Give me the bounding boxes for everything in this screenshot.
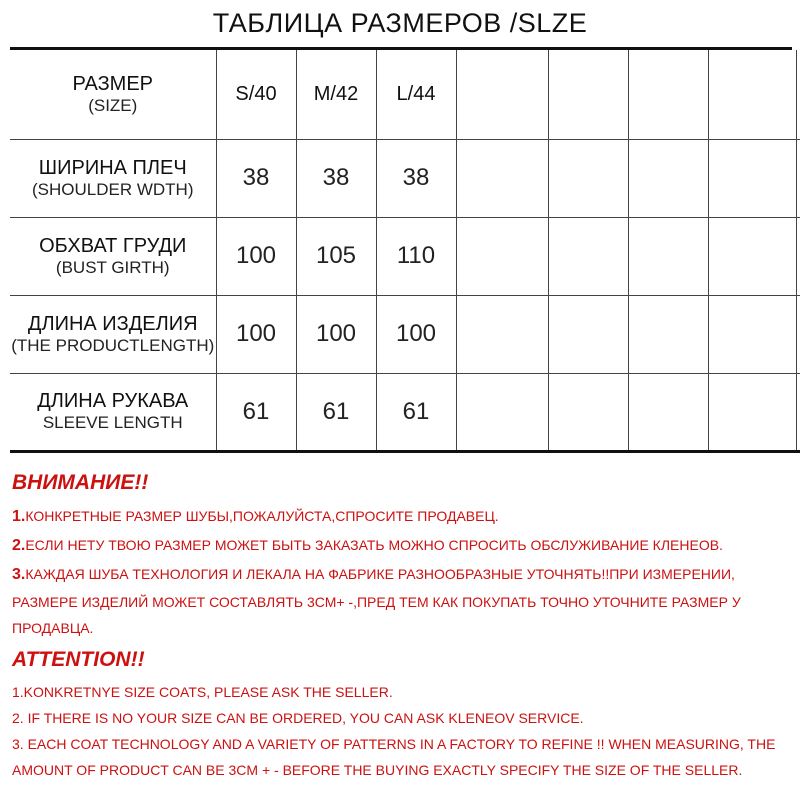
empty-cell (456, 373, 548, 451)
value-cell: 61 (296, 373, 376, 451)
empty-cell (796, 217, 800, 295)
empty-cell (456, 50, 548, 139)
value-cell: 100 (216, 295, 296, 373)
row-label-cell (10, 373, 216, 451)
empty-cell (796, 373, 800, 451)
row-label-sub: (SHOULDER WDTH) (32, 179, 194, 199)
empty-cell (548, 217, 628, 295)
empty-cell (796, 50, 800, 139)
value-cell: 100 (216, 217, 296, 295)
value-cell: 100 (296, 295, 376, 373)
value-cell: 100 (376, 295, 456, 373)
empty-cell (628, 295, 708, 373)
row-label-cell (10, 50, 216, 139)
page-title: ТАБЛИЦА РАЗМЕРОВ /SLZE (212, 8, 588, 38)
note-number: 1. (12, 508, 26, 525)
table-row-length (10, 295, 800, 373)
row-label: ДЛИНА ИЗДЕЛИЯ (27, 312, 198, 335)
note-en-2: 2. IF THERE IS NO YOUR SIZE CAN BE ORDERED, YOU CAN ASK KLENEOV SERVICE. (12, 710, 584, 726)
empty-cell (548, 295, 628, 373)
row-label-cell (10, 295, 216, 373)
empty-cell (628, 50, 708, 139)
note-text: КОНКРЕТНЫЕ РАЗМЕР ШУБЫ,ПОЖАЛУЙСТА,СПРОСИТЕ ПРОДАВЕЦ. (25, 508, 499, 524)
empty-cell (796, 139, 800, 217)
table-header-row (10, 50, 800, 139)
value-cell: 38 (376, 139, 456, 217)
empty-cell (628, 139, 708, 217)
note-ru-1 (12, 502, 792, 531)
note-text: ЕСЛИ НЕТУ ТВОЮ РАЗМЕР МОЖЕТ БЫТЬ ЗАКАЗАТЬ МОЖНО СПРОСИТЬ ОБСЛУЖИВАНИЕ КЛЕНЕОВ. (25, 537, 723, 553)
note-en-3: 3. EACH COAT TECHNOLOGY AND A VARIETY OF PATTERNS IN A FACTORY TO REFINE !! WHEN MEASURING, THE (12, 736, 776, 752)
size-label: РАЗМЕР (72, 72, 154, 95)
size-header-s: S/40 (216, 50, 296, 139)
note-ru-3 (12, 560, 792, 589)
row-label-sub: (BUST GIRTH) (55, 257, 170, 277)
note-en-3-cont: AMOUNT OF PRODUCT CAN BE 3CM + - BEFORE THE BUYING EXACTLY SPECIFY THE SIZE OF THE SELLER. (12, 762, 743, 778)
row-label-sub: (THE PRODUCTLENGTH) (11, 335, 215, 355)
empty-cell (708, 217, 796, 295)
row-label: ДЛИНА РУКАВА (37, 390, 189, 412)
empty-cell (548, 50, 628, 139)
notes-section (12, 468, 792, 783)
warning-heading-ru: ВНИМАНИЕ!! (12, 471, 149, 494)
table-row-sleeve (10, 373, 800, 451)
empty-cell (548, 139, 628, 217)
table-row-bust (10, 217, 800, 295)
size-label-sub: (SIZE) (88, 95, 138, 115)
value-cell: 110 (376, 217, 456, 295)
empty-cell (708, 373, 796, 451)
size-table (10, 50, 800, 453)
value-cell: 105 (296, 217, 376, 295)
empty-cell (708, 139, 796, 217)
row-label: ОБХВАТ ГРУДИ (39, 234, 187, 257)
empty-cell (548, 373, 628, 451)
row-label-sub: SLEEVE LENGTH (42, 413, 183, 432)
value-cell: 61 (216, 373, 296, 451)
empty-cell (708, 295, 796, 373)
note-text: КАЖДАЯ ШУБА ТЕХНОЛОГИЯ И ЛЕКАЛА НА ФАБРИКЕ РАЗНООБРАЗНЫЕ УТОЧНЯТЬ!!ПРИ ИЗМЕРЕНИИ, (25, 566, 735, 582)
empty-cell (456, 295, 548, 373)
empty-cell (796, 295, 800, 373)
value-cell: 38 (216, 139, 296, 217)
row-label-cell (10, 217, 216, 295)
empty-cell (628, 217, 708, 295)
empty-cell (708, 50, 796, 139)
value-cell: 38 (296, 139, 376, 217)
size-header-l: L/44 (376, 50, 456, 139)
row-label: ШИРИНА ПЛЕЧ (38, 156, 187, 179)
note-number: 2. (12, 537, 26, 554)
warning-heading-en: ATTENTION!! (12, 648, 145, 671)
note-number: 3. (12, 566, 26, 583)
empty-cell (456, 217, 548, 295)
size-header-m: M/42 (296, 50, 376, 139)
empty-cell (456, 139, 548, 217)
row-label-cell (10, 139, 216, 217)
table-row-shoulder (10, 139, 800, 217)
note-ru-3-cont: ПРОДАВЦА. (12, 620, 94, 636)
note-ru-3-cont: РАЗМЕРЕ ИЗДЕЛИЙ МОЖЕТ СОСТАВЛЯТЬ 3СМ+ -,ПРЕД ТЕМ КАК ПОКУПАТЬ ТОЧНО УТОЧНИТЕ РАЗМЕР У (12, 594, 741, 610)
value-cell: 61 (376, 373, 456, 451)
note-ru-2 (12, 531, 792, 560)
note-en-1: 1.KONKRETNYE SIZE COATS, PLEASE ASK THE SELLER. (12, 684, 393, 700)
empty-cell (628, 373, 708, 451)
